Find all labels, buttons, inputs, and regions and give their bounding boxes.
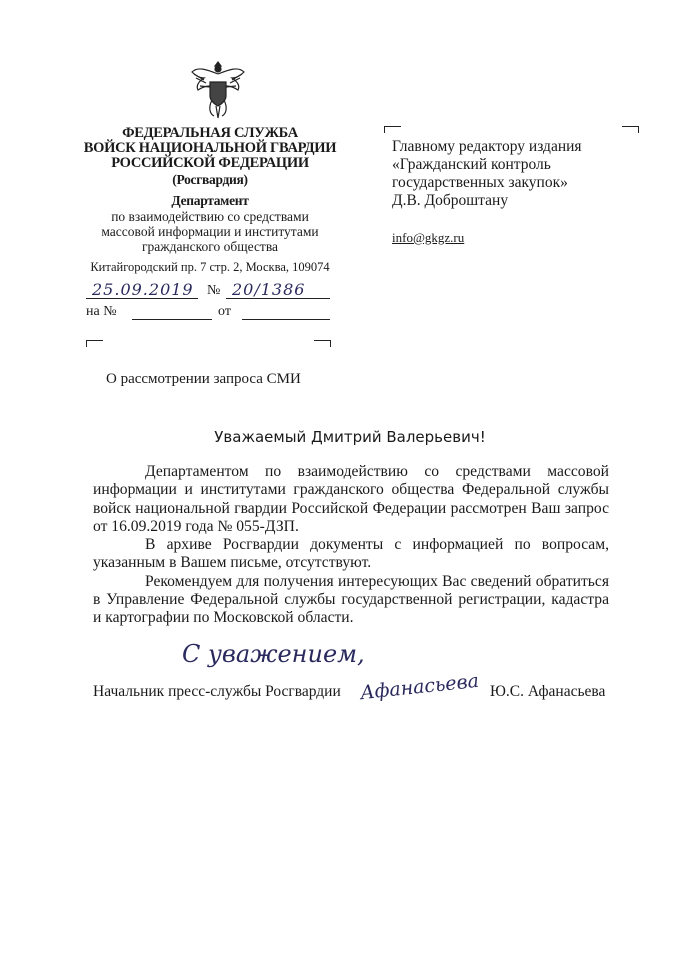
dept-name-line1: по взаимодействию со средствами [111, 209, 309, 224]
recipient-line3: государственных закупок» [392, 174, 568, 191]
subject-bracket-right [314, 340, 331, 347]
signer-position: Начальник пресс-службы Росгвардии [93, 683, 341, 700]
reference-label: на № [86, 304, 117, 319]
from-field-line [242, 319, 330, 320]
org-name-line3: РОССИЙСКОЙ ФЕДЕРАЦИИ [111, 155, 309, 171]
outgoing-date: 25.09.2019 [92, 280, 194, 299]
recipient-line4: Д.В. Доброштану [392, 192, 509, 209]
outgoing-number: 20/1386 [232, 280, 306, 299]
recipient-bracket-right [622, 126, 639, 133]
dept-name-line2: массовой информации и институтами [101, 224, 319, 239]
dept-name-line3: гражданского общества [141, 239, 279, 254]
org-short-name: (Росгвардия) [172, 172, 248, 187]
org-address: Китайгородский пр. 7 стр. 2, Москва, 109074 [90, 260, 330, 274]
letter-greeting: Уважаемый Дмитрий Валерьевич! [214, 428, 486, 446]
body-paragraph-2: В архиве Росгвардии документы с информацией по вопросам, указанным в Вашем письме, отсутствуют. [93, 536, 609, 572]
recipient-line2: «Гражданский контроль [392, 156, 551, 173]
recipient-block [392, 138, 582, 210]
number-label: № [207, 283, 221, 298]
reference-field-line [132, 319, 212, 320]
recipient-email[interactable]: info@gkgz.ru [392, 230, 465, 245]
body-paragraph-3: Рекомендуем для получения интересующих Вас сведений обратиться в Управление Федеральной службы государственной регистрации, кадастра и картографии по Московской области. [93, 572, 609, 627]
handwritten-closing: С уважением, [182, 640, 365, 668]
recipient-line1: Главному редактору издания [392, 138, 582, 155]
signer-name: Ю.С. Афанасьева [490, 683, 606, 700]
handwritten-signature: Афанасьева [359, 669, 480, 705]
org-name-line1: ФЕДЕРАЛЬНАЯ СЛУЖБА [122, 125, 298, 141]
letter-body [93, 463, 609, 628]
rosgvardia-emblem-icon [190, 56, 246, 120]
org-name-line2: ВОЙСК НАЦИОНАЛЬНОЙ ГВАРДИИ [83, 140, 337, 156]
recipient-bracket-left [384, 126, 401, 133]
from-label: от [218, 304, 231, 319]
subject-bracket-left [86, 340, 103, 347]
letter-subject: О рассмотрении запроса СМИ [106, 371, 301, 387]
dept-title: Департамент [171, 193, 249, 208]
body-paragraph-1: Департаментом по взаимодействию со средствами массовой информации и институтами гражданского общества Федеральной службы войск национальной гвардии Российской Федерации рассмотрен Ваш запрос от 16.09.2019 года № 055-ДЗП. [93, 463, 609, 535]
